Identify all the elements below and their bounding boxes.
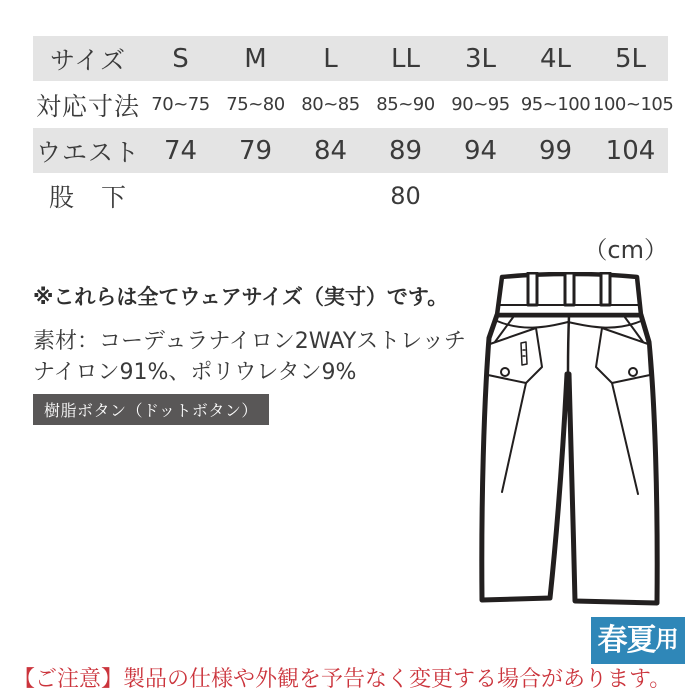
belt-loop xyxy=(528,273,537,305)
caution-text: 【ご注意】製品の仕様や外観を予告なく変更する場合があります。 xyxy=(13,667,672,692)
wear-size-note: ※これらは全てウェアサイズ（実寸）です。 xyxy=(33,285,449,309)
waist-value: 84 xyxy=(313,135,348,166)
dot-button-left xyxy=(501,368,509,376)
resin-button-badge: 樹脂ボタン（ドットボタン） xyxy=(33,394,269,425)
size-col-m: M xyxy=(244,43,267,74)
size-col-s: S xyxy=(172,43,189,74)
fit-range-value: 70~75 xyxy=(151,94,210,115)
size-row-label: サイズ xyxy=(49,45,126,75)
material-line-1: 素材：コーデュラナイロン2WAYストレッチ xyxy=(33,329,466,354)
size-table xyxy=(33,36,674,218)
dot-button-right xyxy=(629,368,637,376)
table-row-waist xyxy=(33,128,668,173)
belt-loop xyxy=(601,273,610,305)
waist-label: ウエスト xyxy=(35,137,140,167)
material-line-2: ナイロン91%、ポリウレタン9% xyxy=(33,360,357,385)
unit-label-cm: （cm） xyxy=(583,236,668,264)
size-col-l: L xyxy=(323,43,338,74)
waist-value: 104 xyxy=(605,135,656,166)
table-row-sizes xyxy=(33,36,668,81)
fit-range-value: 90~95 xyxy=(451,94,510,115)
size-col-4l: 4L xyxy=(539,43,572,74)
fit-range-value: 100~105 xyxy=(593,94,674,115)
fit-range-label: 対応寸法 xyxy=(35,91,140,121)
belt-loop xyxy=(565,273,574,305)
waist-value: 79 xyxy=(238,135,273,166)
season-badge xyxy=(591,617,685,664)
size-col-ll: LL xyxy=(391,43,420,74)
waist-value: 89 xyxy=(388,135,423,166)
season-badge-suffix: 用 xyxy=(655,627,679,653)
zipper-detail xyxy=(521,342,527,365)
waist-value: 74 xyxy=(163,135,198,166)
fit-range-value: 75~80 xyxy=(226,94,285,115)
size-col-3l: 3L xyxy=(464,43,497,74)
fit-range-value: 80~85 xyxy=(301,94,360,115)
cargo-pants-illustration xyxy=(478,272,662,612)
size-col-5l: 5L xyxy=(614,43,647,74)
season-badge-main: 春夏 xyxy=(597,622,656,658)
inseam-value: 80 xyxy=(390,181,421,210)
fit-range-value: 95~100 xyxy=(520,94,591,115)
waist-value: 94 xyxy=(463,135,498,166)
inseam-label: 股 下 xyxy=(48,182,127,212)
table-row-fit-range xyxy=(33,81,674,128)
fit-range-value: 85~90 xyxy=(376,94,435,115)
pants-fly-line xyxy=(568,316,569,371)
waist-value: 99 xyxy=(538,135,573,166)
table-row-inseam xyxy=(33,173,668,218)
